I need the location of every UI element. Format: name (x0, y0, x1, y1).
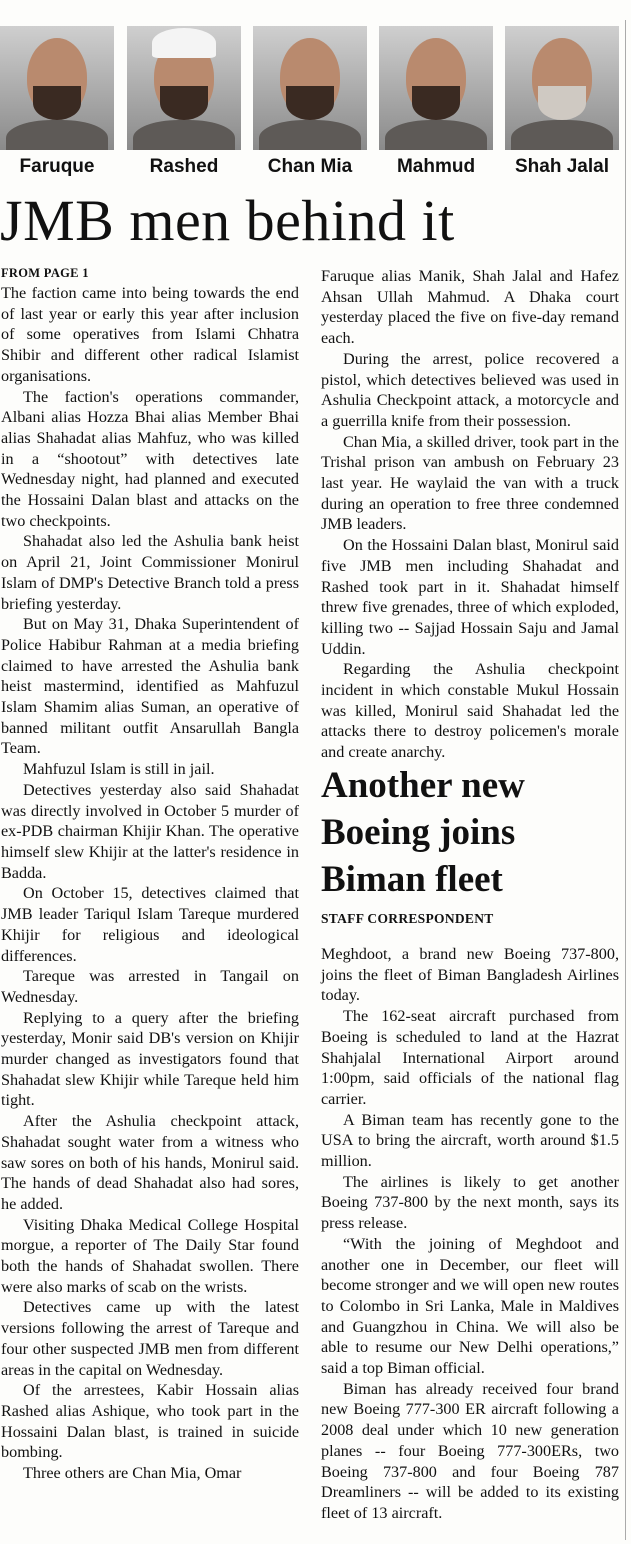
article-paragraph: After the Ashulia checkpoint attack, Shahadat sought water from a witness who saw sores on both of his hands, Monirul said. The hands of dead Shahadat also had sores, he added. (1, 1112, 299, 1213)
caption-faruque: Faruque (19, 156, 95, 177)
article-paragraph: Three others are Chan Mia, Omar (23, 1464, 242, 1483)
page-edge-rule (625, 20, 626, 1540)
photo-mahmud (379, 26, 493, 150)
article-paragraph: Shahadat also led the Ashulia bank heist on April 21, Joint Commissioner Monirul Islam of DMP's Detective Branch told a press briefing yesterday. (1, 532, 299, 613)
article-paragraph: Visiting Dhaka Medical College Hospital morgue, a reporter of The Daily Star found both the hands of Shahadat swollen. There were also marks of scab on the wrists. (1, 1215, 299, 1296)
caption-mahmud: Mahmud (396, 156, 476, 177)
second-article-body (321, 944, 619, 1524)
article-paragraph: Of the arrestees, Kabir Hossain alias Rashed alias Ashique, who took part in the Hossaini Dalan blast, is trained in suicide bombing. (1, 1381, 299, 1462)
article-paragraph: Regarding the Ashulia checkpoint incident in which constable Mukul Hossain was killed, Monirul said Shahadat led the attacks there to destroy policemen's morale and create anarchy. (321, 660, 619, 762)
article-paragraph: Biman has already received four brand new Boeing 777-300 ER aircraft following a 2008 deal under which 10 new generation planes -- four Boeing 777-300ERs, two Boeing 737-800 and four Boeing 787 Dreamliners -- will be added to its existing fleet of 13 aircraft. (321, 1379, 619, 1522)
photo-rashed (127, 26, 241, 150)
caption-rashed: Rashed (149, 156, 219, 177)
photo-faruque (0, 26, 114, 150)
mugshot-strip (0, 26, 631, 151)
photo-chan-mia (253, 26, 367, 150)
article-paragraph: During the arrest, police recovered a pistol, which detectives believed was used in Ashulia Checkpoint attack, a motorcycle and a guerrilla knife from their possession. (321, 349, 619, 430)
main-article-column-left (1, 283, 299, 1484)
article-paragraph: The faction came into being towards the end of last year or early this year after inclusion of some operatives from Islami Chhatra Shibir and different other radical Islamist organisations. (1, 284, 299, 385)
article-paragraph: A Biman team has recently gone to the USA to bring the aircraft, worth around $1.5 million. (321, 1110, 619, 1171)
article-paragraph: Faruque alias Manik, Shah Jalal and Hafez Ahsan Ullah Mahmud. A Dhaka court yesterday placed the five on five-day remand each. (321, 267, 619, 348)
article-paragraph: Tareque was arrested in Tangail on Wednesday. (1, 967, 299, 1006)
photo-shah-jalal (505, 26, 619, 150)
article-paragraph: Replying to a query after the briefing yesterday, Monir said DB's version on Khijir murder changed as investigators found that Shahadat slew Khijir while Tareque held him tight. (1, 1008, 299, 1110)
main-headline: JMB men behind it (0, 188, 455, 253)
caption-chan-mia: Chan Mia (267, 156, 353, 177)
article-paragraph: The 162-seat aircraft purchased from Boeing is scheduled to land at the Hazrat Shahjalal International Airport around 1:00pm, said officials of the national flag carrier. (321, 1007, 619, 1108)
article-paragraph: The airlines is likely to get another Boeing 737-800 by the next month, says its press release. (321, 1172, 619, 1233)
article-paragraph: On the Hossaini Dalan blast, Monirul said five JMB men including Shahadat and Rashed took part in it. Shahadat himself threw five grenades, three of which exploded, killing two -- Sajjad Hossain Saju and Jamal Uddin. (321, 536, 619, 658)
article-paragraph: Meghdoot, a brand new Boeing 737-800, joins the fleet of Biman Bangladesh Airlines today. (321, 945, 619, 1005)
article-paragraph: Chan Mia, a skilled driver, took part in the Trishal prison van ambush on February 23 last year. He waylaid the van with a truck during an operation to free three condemned JMB leaders. (321, 432, 619, 534)
caption-shah-jalal: Shah Jalal (515, 156, 609, 177)
article-paragraph: On October 15, detectives claimed that JMB leader Tariqul Islam Tareque murdered Khijir for religious and ideological differences. (1, 884, 299, 965)
second-headline: Another new Boeing joins Biman fleet (321, 765, 525, 900)
article-paragraph: The faction's operations commander, Albani alias Hozza Bhai alias Member Bhai alias Shahadat alias Mahfuz, who was killed in a “shootout” with detectives late Wednesday night, had planned and executed the Hossaini Dalan blast and attacks on the two checkpoints. (1, 387, 299, 530)
article-paragraph: Detectives yesterday also said Shahadat was directly involved in October 5 murder of ex-PDB chairman Khijir Khan. The operative himself slew Khijir at the latter's residence in Badda. (1, 780, 299, 882)
main-article-column-right (321, 266, 619, 763)
second-kicker: STAFF CORRESPONDENT (321, 911, 494, 926)
article-paragraph: Detectives came up with the latest versions following the arrest of Tareque and four other suspected JMB men from different areas in the capital on Wednesday. (1, 1298, 299, 1379)
article-paragraph: Mahfuzul Islam is still in jail. (23, 760, 215, 779)
article-paragraph: “With the joining of Meghdoot and another one in December, our fleet will become stronger and we will open new routes to Colombo in Sri Lanka, Male in Maldives and Guangzhou in China. We will also be able to resume our New Delhi operations,” said a top Biman official. (321, 1234, 619, 1378)
photo-captions (0, 156, 631, 182)
main-kicker: FROM PAGE 1 (1, 266, 89, 280)
article-paragraph: But on May 31, Dhaka Superintendent of Police Habibur Rahman at a media briefing claimed to have arrested the Ashulia bank heist mastermind, identified as Mahfuzul Islam Shamim alias Suman, an operative of banned militant outfit Ansarullah Bangla Team. (1, 615, 299, 758)
